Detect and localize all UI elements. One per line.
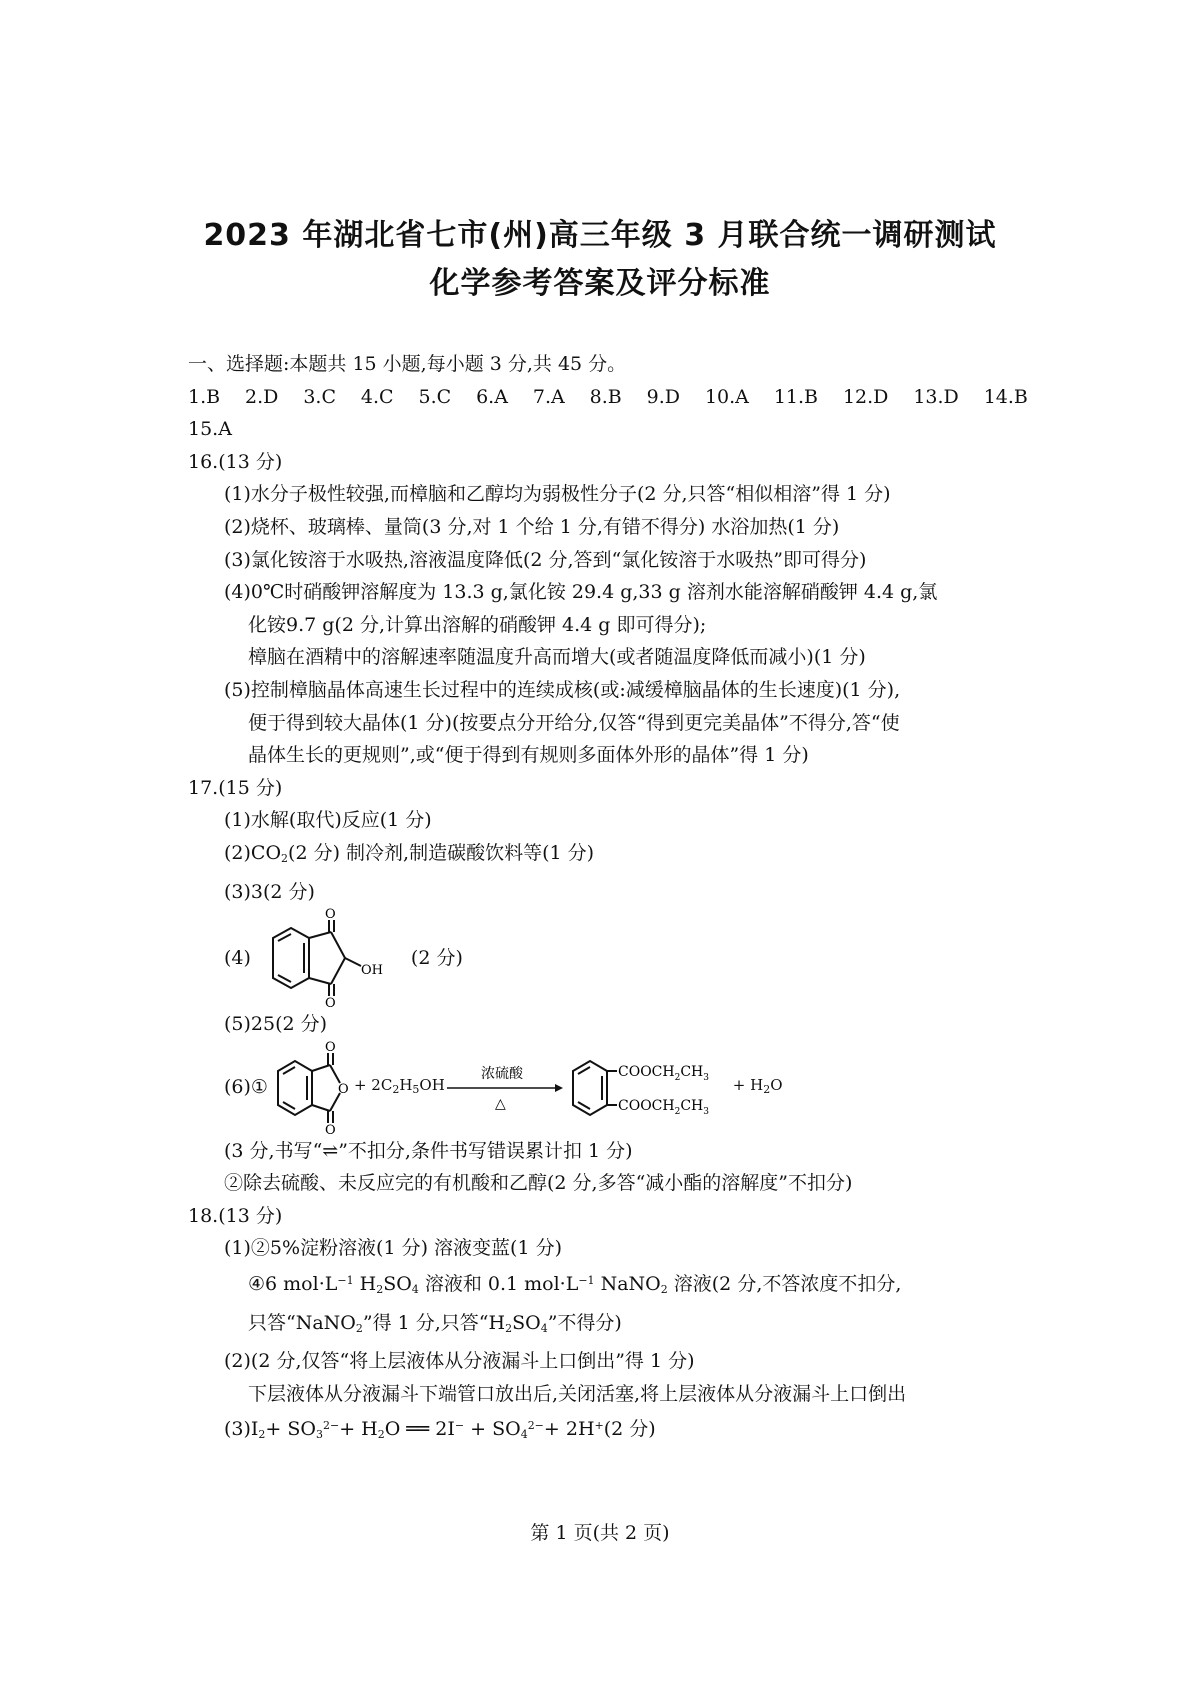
q17-answer-6-equation bbox=[188, 1041, 1028, 1135]
section1-heading: 一、选择题:本题共 15 小题,每小题 3 分,共 45 分。 bbox=[188, 353, 627, 375]
page-subtitle: 化学参考答案及评分标准 bbox=[429, 266, 771, 301]
q18-answer-1-line3: 只答“NaNO$_2$”得 1 分,只答“$H_2SO_4$”不得分) bbox=[248, 1311, 622, 1335]
q16-answer-4-line3: 樟脑在酒精中的溶解速率随温度升高而增大(或者随温度降低而减小)(1 分) bbox=[248, 646, 866, 669]
q17-answer-4-label: (4) bbox=[224, 946, 251, 969]
choice-answer: 7.A bbox=[532, 385, 565, 408]
choice-answer: 3.C bbox=[303, 385, 336, 408]
choice-answers-row bbox=[188, 381, 1028, 414]
ethanol-reagent: + $2C_2H_5OH$ bbox=[353, 1075, 445, 1096]
choice-answer: 6.A bbox=[476, 385, 508, 408]
reaction-arrow bbox=[445, 1058, 563, 1118]
q18-answer-1-line1: (1)②5%淀粉溶液(1 分) 溶液变蓝(1 分) bbox=[224, 1237, 563, 1260]
anhydride-o-top: O bbox=[324, 1040, 336, 1055]
q16-answer-5-line1: (5)控制樟脑晶体高速生长过程中的连续成核(或:减缓樟脑晶体的生长速度)(1 分), bbox=[224, 678, 901, 701]
anhydride-o-ring: O bbox=[337, 1081, 349, 1097]
q16-heading: 16.(13 分) bbox=[188, 450, 283, 473]
carbonyl-o-top: O bbox=[324, 908, 336, 923]
page-footer: 第 1 页(共 2 页) bbox=[530, 1522, 670, 1544]
choice-answer: 10.A bbox=[704, 385, 749, 408]
catalyst-label: 浓硫酸 bbox=[480, 1065, 523, 1082]
q16-answer-4-line2: 化铵9.7 g(2 分,计算出溶解的硝酸钾 4.4 g 即可得分); bbox=[248, 613, 707, 636]
q17-heading: 17.(15 分) bbox=[188, 776, 283, 799]
page-title: 2023 年湖北省七市(州)高三年级 3 月联合统一调研测试 bbox=[203, 218, 997, 253]
q18-answer-2-line1: (2)(2 分,仅答“将上层液体从分液漏斗上口倒出”得 1 分) bbox=[224, 1350, 695, 1373]
q17-answer-2: $(2)CO_2(2$ 分) 制冷剂,制造碳酸饮料等(1 分) bbox=[224, 841, 595, 865]
water-product: + $H_2O$ bbox=[732, 1075, 783, 1096]
q17-answer-1: (1)水解(取代)反应(1 分) bbox=[224, 809, 432, 832]
q16-answer-5-line3: 晶体生长的更规则”,或“便于得到有规则多面体外形的晶体”得 1 分) bbox=[248, 744, 809, 767]
choice-answer: 2.D bbox=[245, 385, 279, 408]
heat-condition: △ bbox=[494, 1095, 506, 1112]
choice-answer: 1.B bbox=[188, 385, 221, 408]
ester-group-bottom: $COOCH_2CH_3$ bbox=[617, 1097, 709, 1117]
choice-answer: 12.D bbox=[842, 385, 889, 408]
carbonyl-o-bottom: O bbox=[324, 996, 336, 1009]
q17-answer-4 bbox=[188, 908, 1028, 1008]
q16-answer-3: (3)氯化铵溶于水吸热,溶液温度降低(2 分,答到“氯化铵溶于水吸热”即可得分) bbox=[224, 548, 867, 571]
q18-heading: 18.(13 分) bbox=[188, 1204, 283, 1227]
q17-answer-6-note: (3 分,书写“⇌”不扣分,条件书写错误累计扣 1 分) bbox=[224, 1139, 633, 1162]
q17-answer-4-score: (2 分) bbox=[410, 946, 463, 969]
q18-answer-2-line2: 下层液体从分液漏斗下端管口放出后,关闭活塞,将上层液体从分液漏斗上口倒出 bbox=[248, 1382, 907, 1405]
q17-answer-3: (3)3(2 分) bbox=[224, 880, 315, 903]
hydroxyl-label: OH bbox=[360, 963, 383, 979]
answer-content bbox=[188, 348, 1028, 1452]
phthalic-anhydride-structure bbox=[268, 1041, 354, 1135]
q18-answer-1-line2: ④6 $mol\cdot L^{-1}$ $H_2SO_4$ 溶液和 0.1 $mol\cdot L^{-1}$ NaNO$_2$ 溶液(2 分,不答浓度不扣分, bbox=[248, 1273, 902, 1297]
q18-answer-3: $(3)I_2+ SO_3^{2-}+ H_2O$ ══ $2I^- + SO_4^{2-}+ 2H^+(2$ 分) bbox=[224, 1418, 656, 1442]
q17-answer-5: (5)25(2 分) bbox=[224, 1013, 328, 1036]
choice-answer: 5.C bbox=[418, 385, 452, 408]
anhydride-o-bottom: O bbox=[324, 1122, 336, 1135]
choice-answer: 14.B bbox=[983, 385, 1028, 408]
ester-group-top: $COOCH_2CH_3$ bbox=[617, 1063, 709, 1083]
q16-answer-1: (1)水分子极性较强,而樟脑和乙醇均为弱极性分子(2 分,只答“相似相溶”得 1 分) bbox=[224, 483, 891, 506]
q17-answer-6-part2: ②除去硫酸、未反应完的有机酸和乙醇(2 分,多答“减小酯的溶解度”不扣分) bbox=[224, 1172, 853, 1195]
choice-answer: 8.B bbox=[589, 385, 622, 408]
choice-answer-15: 15.A bbox=[188, 418, 232, 441]
choice-answer: 4.C bbox=[360, 385, 394, 408]
choice-answer: 9.D bbox=[646, 385, 681, 408]
choice-answer: 11.B bbox=[773, 385, 819, 408]
q17-answer-6-label: (6)① bbox=[224, 1076, 268, 1099]
q16-answer-2: (2)烧杯、玻璃棒、量筒(3 分,对 1 个给 1 分,有错不得分) 水浴加热(1 分) bbox=[224, 515, 840, 538]
q16-answer-5-line2: 便于得到较大晶体(1 分)(按要点分开给分,仅答“得到更完美晶体”不得分,答“使 bbox=[248, 711, 900, 734]
indanedione-hydroxy-structure bbox=[251, 908, 411, 1008]
diethyl-phthalate-structure bbox=[563, 1041, 733, 1135]
q16-answer-4-line1: (4)0℃时硝酸钾溶解度为 13.3 g,氯化铵 29.4 g,33 g 溶剂水能溶解硝酸钾 4.4 g,氯 bbox=[224, 581, 938, 604]
choice-answer: 13.D bbox=[913, 385, 959, 408]
